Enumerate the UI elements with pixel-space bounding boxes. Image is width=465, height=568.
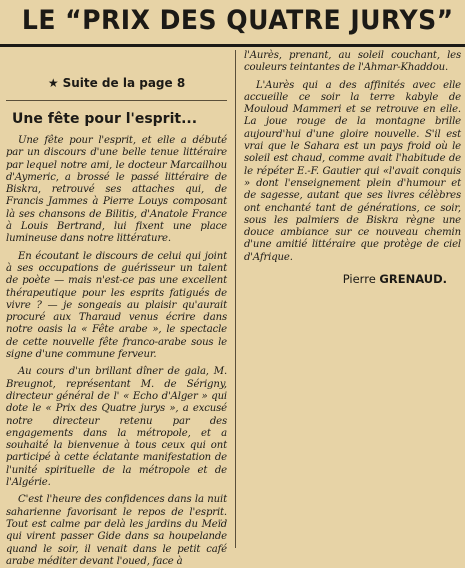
subheading: Une fête pour l'esprit... <box>12 111 198 127</box>
author-signature <box>244 272 461 286</box>
paragraph: l'Aurès, prenant, au soleil couchant, les couleurs teintantes de l'Ahmar-Khaddou. <box>244 50 461 74</box>
paragraph: En écoutant le discours de celui qui joint à ses occupations de guérisseur un talent de poète — mais n'est-ce pas une excellent thérapeutique pour les esprits fatigués de vivre ? — je songeais au plaisir qu'aurait procuré aux Tharaud venus écrire dans notre oasis la « Fête arabe », le spectacle de cette nouvelle fête franco-arabe sous le signe d'une commune ferveur. <box>6 250 227 361</box>
paragraph: Au cours d'un brillant dîner de gala, M. Breugnot, représentant M. de Sérigny, directeur général de l' « Echo d'Alger » qui dote le « Prix des Quatre jurys », a excusé notre directeur retenu par des engagements dans la métropole, et a souhaité la bienvenue à tous ceux qui ont participé à cette éclatante manifestation de l'unité spirituelle de la métropole et de l'Algérie. <box>6 366 227 489</box>
author-first-name: Pierre <box>342 272 376 287</box>
author-last-name: GRENAUD. <box>379 272 447 287</box>
paragraph: C'est l'heure des confidences dans la nuit saharienne favorisant le repos de l'esprit. Tout est calme par delà les jardins du Meïd qui virent passer Gide dans sa houpelande quand le soir, il venait dans le petit café arabe méditer devant l'oued, face à <box>6 494 227 567</box>
headline: LE “PRIX DES QUATRE JURYS” <box>21 5 454 36</box>
left-column <box>6 50 236 567</box>
headline-rule <box>0 44 465 47</box>
continuation-note <box>6 76 227 94</box>
right-column <box>244 50 461 548</box>
article-columns <box>6 50 461 567</box>
section-divider <box>6 100 227 101</box>
star-icon: ★ <box>47 76 59 90</box>
paragraph: L'Aurès qui a des affinités avec elle accueille ce soir la terre kabyle de Mouloud Mammeri et se retrouve en elle. La joue rouge de la montagne brille aujourd'hui d'une gloire nouvelle. S'il est vrai que le Sahara est un pays froid où le soleil est chaud, comme avait l'habitude de le répéter E.-F. Gautier qui «l'avait conquis » dont l'enseignement plein d'humour et de sagesse, autant que ses livres célèbres ont enchanté tant de générations, ce soir, sous les palmiers de Biskra règne une douce ambiance sur ce nouveau chemin d'une amitié littéraire que protège de ciel d'Afrique. <box>244 79 461 263</box>
continuation-label: Suite de la page 8 <box>62 76 186 90</box>
paragraph: Une fête pour l'esprit, et elle a débuté par un discours d'une belle tenue littéraire par lequel notre ami, le docteur Marcailhou d'Aymeric, a brossé le passé littéraire de Biskra, retrouvé ses attaches qui, de Francis Jammes à Pierre Louys composant là ses chansons de Bilitis, d'Anatole France à Louis Bertrand, lui fixent une place lumineuse dans notre littérature. <box>6 135 227 245</box>
